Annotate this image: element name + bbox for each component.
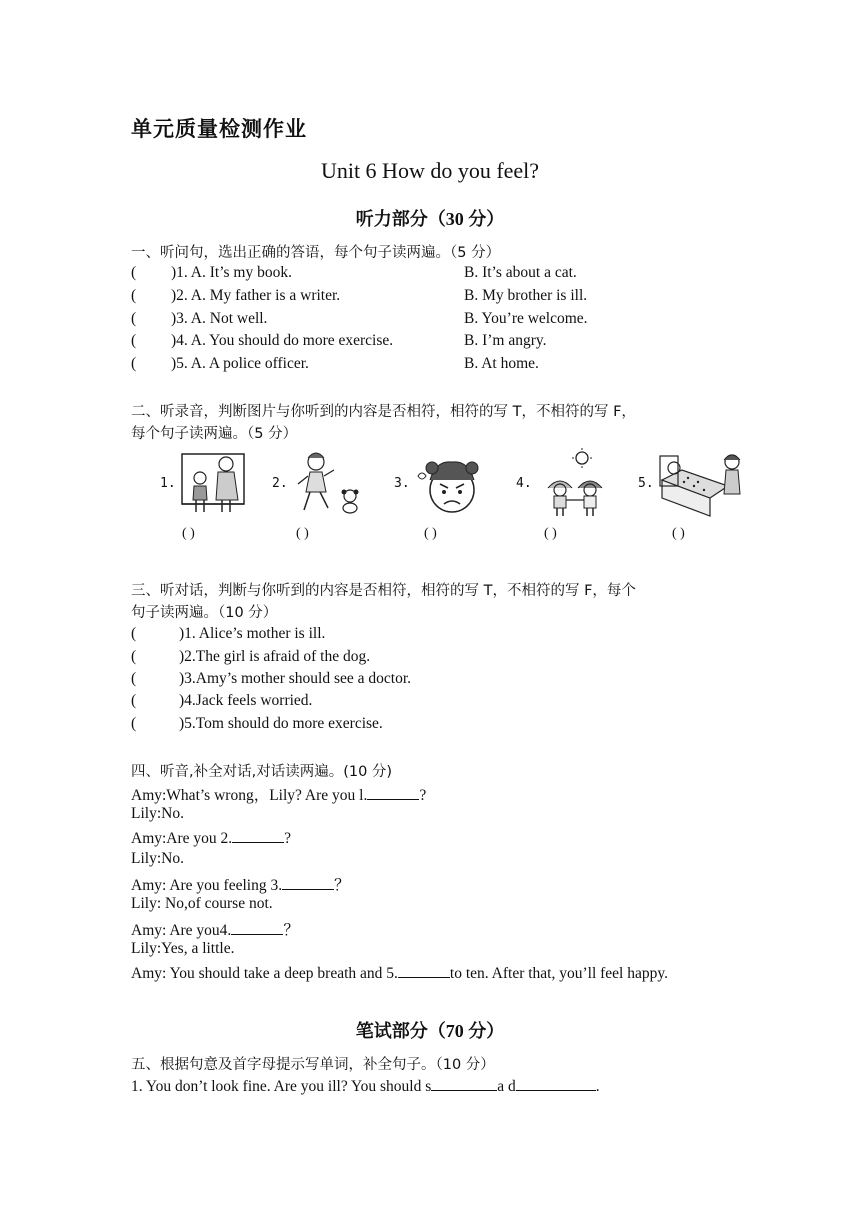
writing-part-title-cn: 笔试部分 — [355, 1021, 428, 1042]
answer-bracket: ( — [131, 670, 137, 687]
answer-blank[interactable] — [367, 785, 419, 800]
dialogue-text-end: ？ — [283, 922, 299, 939]
picture-answer-bracket: ( ) — [672, 526, 685, 541]
answer-bracket: ( — [131, 648, 137, 665]
writing-part-score: （70 分） — [427, 1021, 505, 1041]
section3-question-5 — [131, 715, 383, 737]
dialogue-text-end: ? — [419, 787, 427, 804]
sentence-text-end: . — [595, 1078, 600, 1095]
statement-text: )5.Tom should do more exercise. — [179, 715, 383, 732]
answer-blank[interactable] — [282, 875, 334, 890]
section3-question-4 — [131, 692, 312, 714]
statement-text: )4.Jack feels worried. — [179, 692, 313, 709]
picture-item-2 — [272, 444, 372, 554]
document-heading: 单元质量检测作业 — [131, 117, 307, 141]
answer-blank[interactable] — [431, 1076, 497, 1091]
answer-bracket: ( — [131, 332, 137, 349]
section1-question-1 — [131, 264, 577, 286]
answer-bracket: ( — [131, 715, 137, 732]
dialogue-text-end: to ten. After that, you’ll feel happy. — [449, 965, 668, 982]
section1-question-3 — [131, 310, 588, 332]
option-b: B. My brother is ill. — [464, 287, 588, 304]
picture-answer-bracket: ( ) — [544, 526, 557, 541]
section1-question-2 — [131, 287, 588, 309]
answer-blank[interactable] — [231, 920, 283, 935]
answer-bracket: ( — [131, 310, 137, 327]
section3-question-1 — [131, 625, 325, 647]
listening-part-title — [0, 205, 860, 231]
dialogue-text: Amy: Are you4. — [131, 922, 232, 939]
writing-part-title — [0, 1017, 860, 1043]
girl-running-from-dog-icon — [294, 450, 366, 518]
section3-instruction-line1: 三、听对话，判断与你听到的内容是否相符，相符的写 T，不相符的写 F，每个 — [131, 583, 636, 599]
picture-item-5 — [638, 444, 738, 554]
picture-item-4 — [516, 444, 616, 554]
picture-item-3 — [394, 444, 494, 554]
answer-blank[interactable] — [398, 963, 450, 978]
dialogue-line-3 — [131, 828, 291, 848]
dialogue-line-9 — [131, 963, 668, 983]
picture-number: 4. — [516, 476, 532, 491]
dialogue-line-1 — [131, 783, 426, 805]
section1-question-4 — [131, 332, 547, 354]
dialogue-line-7 — [131, 918, 299, 940]
sentence-text: a d — [497, 1078, 516, 1095]
section5-question-1 — [131, 1076, 600, 1096]
answer-bracket: ( — [131, 355, 137, 372]
dialogue-text: Amy:What’s wrong，Lily? Are you l. — [131, 787, 368, 804]
answer-bracket: ( — [131, 264, 137, 281]
children-in-sun-icon — [536, 448, 614, 518]
section3-question-2 — [131, 648, 370, 670]
angry-girl-face-icon — [416, 454, 486, 520]
option-b: B. It’s about a cat. — [464, 264, 577, 281]
picture-number: 1. — [160, 476, 176, 491]
answer-bracket: ( — [131, 625, 137, 642]
dialogue-line-6 — [131, 895, 273, 913]
section2-instruction-line1: 二、听录音，判断图片与你听到的内容是否相符，相符的写 T，不相符的写 F， — [131, 404, 636, 420]
dialogue-text: Amy:Are you 2. — [131, 830, 233, 847]
section3-instruction-line2: 句子读两遍。（10 分） — [131, 605, 278, 621]
dialogue-text: Lily: No,of course not. — [131, 895, 273, 912]
statement-text: )1. Alice’s mother is ill. — [179, 625, 326, 642]
picture-number: 3. — [394, 476, 410, 491]
sick-child-in-bed-icon — [658, 450, 746, 518]
section1-instruction: 一、听问句，选出正确的答语，每个句子读两遍。（5 分） — [131, 245, 501, 261]
option-b: B. You’re welcome. — [464, 310, 588, 327]
section5-instruction: 五、根据句意及首字母提示写单词，补全句子。（10 分） — [131, 1057, 495, 1073]
section4-instruction: 四、听音,补全对话,对话读两遍。(10 分) — [131, 764, 393, 780]
picture-item-1 — [160, 444, 260, 554]
option-a: )5. A. A police officer. — [171, 355, 309, 372]
dialogue-text: Lily:No. — [131, 850, 184, 867]
dialogue-text: Amy: Are you feeling 3. — [131, 877, 283, 894]
picture-answer-bracket: ( ) — [296, 526, 309, 541]
option-a: )3. A. Not well. — [171, 310, 268, 327]
dialogue-line-8 — [131, 940, 234, 958]
answer-blank[interactable] — [516, 1076, 596, 1091]
option-a: )4. A. You should do more exercise. — [171, 332, 394, 349]
dialogue-text-end: ？ — [334, 877, 350, 894]
section3-question-3 — [131, 670, 411, 692]
answer-blank[interactable] — [232, 828, 284, 843]
unit-title: Unit 6 How do you feel? — [320, 158, 540, 183]
listening-part-score: （30 分） — [427, 209, 505, 229]
answer-bracket: ( — [131, 692, 137, 709]
option-b: B. I’m angry. — [464, 332, 547, 349]
sentence-text: 1. You don’t look fine. Are you ill? You should s — [131, 1078, 432, 1095]
option-b: B. At home. — [464, 355, 539, 372]
dialogue-text: Amy: You should take a deep breath and 5. — [131, 965, 398, 982]
statement-text: )3.Amy’s mother should see a doctor. — [179, 670, 412, 687]
section2-instruction-line2: 每个句子读两遍。（5 分） — [131, 426, 298, 442]
dialogue-line-5 — [131, 873, 350, 895]
picture-answer-bracket: ( ) — [182, 526, 195, 541]
picture-answer-bracket: ( ) — [424, 526, 437, 541]
boy-and-mother-at-door-icon — [180, 450, 250, 518]
dialogue-line-4 — [131, 850, 184, 868]
dialogue-line-2 — [131, 805, 184, 823]
section1-question-5 — [131, 355, 539, 377]
option-a: )1. A. It’s my book. — [171, 264, 292, 281]
section2-picture-row — [150, 444, 750, 554]
statement-text: )2.The girl is afraid of the dog. — [179, 648, 371, 665]
option-a: )2. A. My father is a writer. — [171, 287, 341, 304]
listening-part-title-cn: 听力部分 — [355, 209, 428, 230]
dialogue-text: Lily:Yes, a little. — [131, 940, 235, 957]
answer-bracket: ( — [131, 287, 137, 304]
picture-number: 5. — [638, 476, 654, 491]
picture-number: 2. — [272, 476, 288, 491]
dialogue-text: Lily:No. — [131, 805, 184, 822]
dialogue-text-end: ? — [284, 830, 292, 847]
